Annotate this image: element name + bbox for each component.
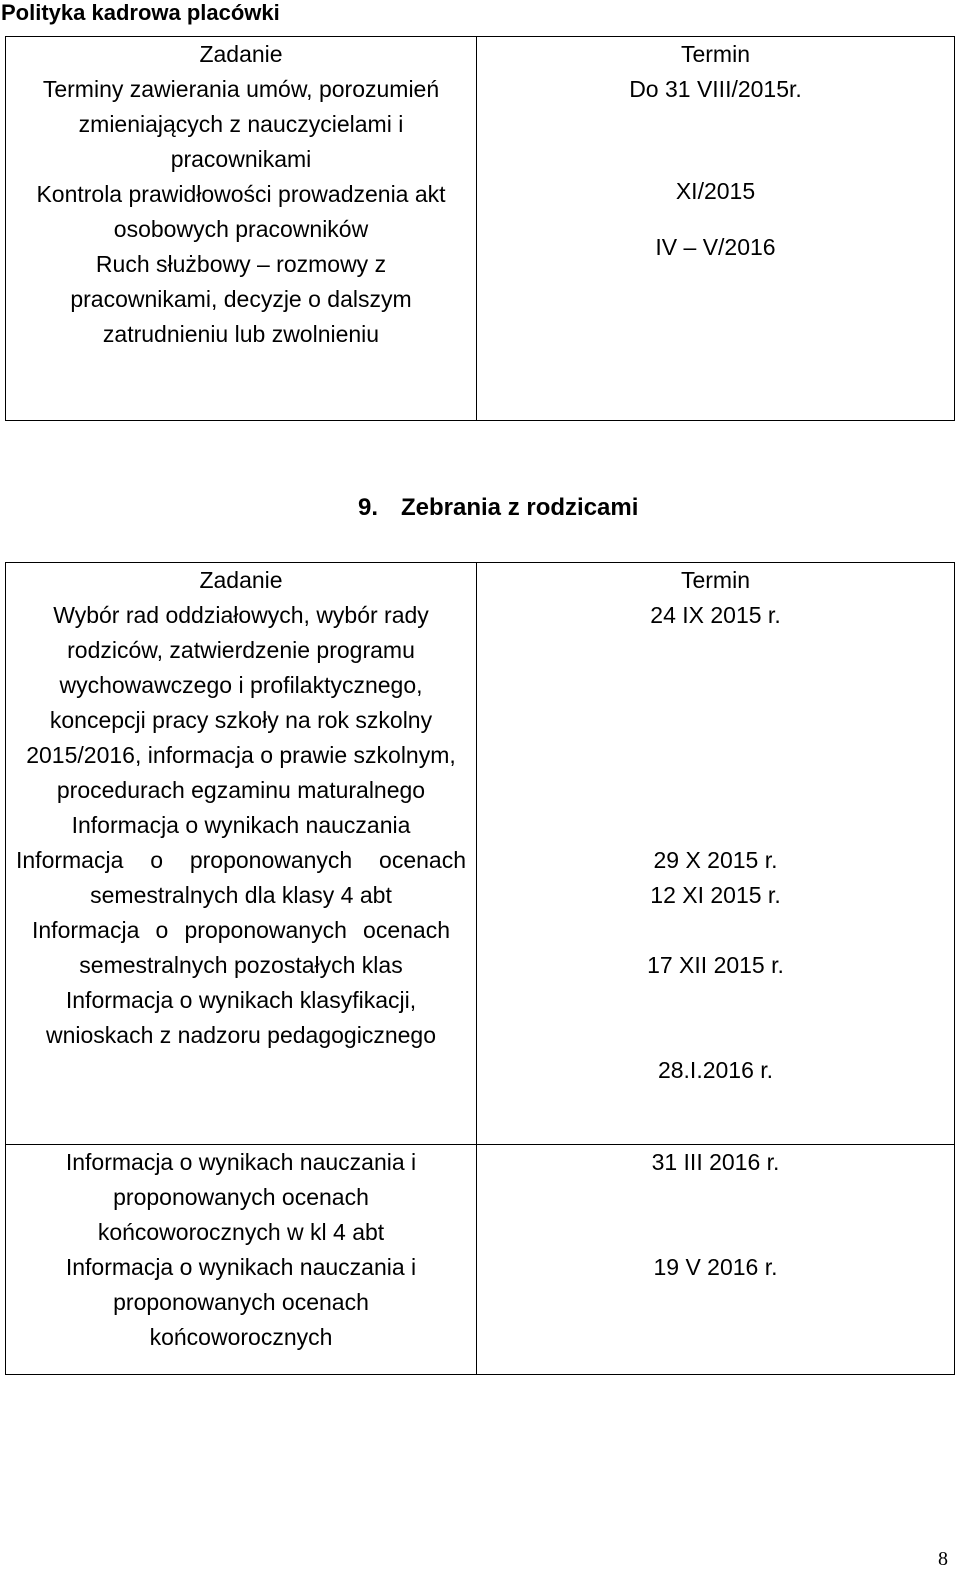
task-text: Terminy zawierania umów, porozumień zmieniających z nauczycielami i pracownikami [42,76,440,172]
task-text: Kontrola prawidłowości prowadzenia akt osobowych pracowników [36,181,446,242]
term-cell [477,1145,955,1375]
term-text: 19 V 2016 r. [653,1254,778,1280]
page-title: Polityka kadrowa placówki [1,0,280,25]
section-number: 9. [358,494,379,521]
term-text: 24 IX 2015 r. [650,602,781,628]
task-text: Ruch służbowy – rozmowy z pracownikami, decyzje o dalszym zatrudnieniu lub zwolnieniu [70,251,412,347]
task-cell [6,1145,477,1375]
term-text: 17 XII 2015 r. [647,952,784,978]
term-text: 12 XI 2015 r. [650,882,781,908]
task-cell [6,37,477,421]
term-text: XI/2015 [675,178,756,204]
column-header-term: Termin [680,567,750,593]
column-header-task: Zadanie [199,41,283,67]
task-text: Wybór rad oddziałowych, wybór rady rodziców, zatwierdzenie programu wychowawczego i profilaktycznego, koncepcji pracy szkoły na rok szkolny 2015/2016, informacja o prawie szkolnym, procedurach egzaminu maturalnego [26,602,456,803]
column-header-task: Zadanie [199,567,283,593]
term-text: 29 X 2015 r. [653,847,778,873]
task-text: Informacja o proponowanych ocenach semestralnych pozostałych klas [32,917,450,978]
staff-policy-table [5,36,955,421]
term-text: 28.I.2016 r. [657,1057,774,1083]
task-cell [6,563,477,1145]
task-text: Informacja o wynikach nauczania i proponowanych ocenach końcoworocznych [65,1254,417,1350]
table-row [6,1145,955,1375]
section-title: Zebrania z rodzicami [401,494,639,521]
term-text: IV – V/2016 [655,234,776,260]
task-text: Informacja o wynikach nauczania [71,812,411,838]
term-cell [477,37,955,421]
task-text: Informacja o wynikach klasyfikacji, wnioskach z nadzoru pedagogicznego [46,987,436,1048]
page-number: 8 [938,1548,948,1570]
column-header-term: Termin [680,41,750,67]
table-row [6,563,955,1145]
task-text: Informacja o proponowanych ocenach semestralnych dla klasy 4 abt [16,847,466,908]
table-row [6,37,955,421]
term-text: 31 III 2016 r. [651,1149,780,1175]
term-text: Do 31 VIII/2015r. [629,76,802,102]
term-cell [477,563,955,1145]
task-text: Informacja o wynikach nauczania i proponowanych ocenach końcoworocznych w kl 4 abt [65,1149,417,1245]
parent-meetings-table [5,562,955,1375]
